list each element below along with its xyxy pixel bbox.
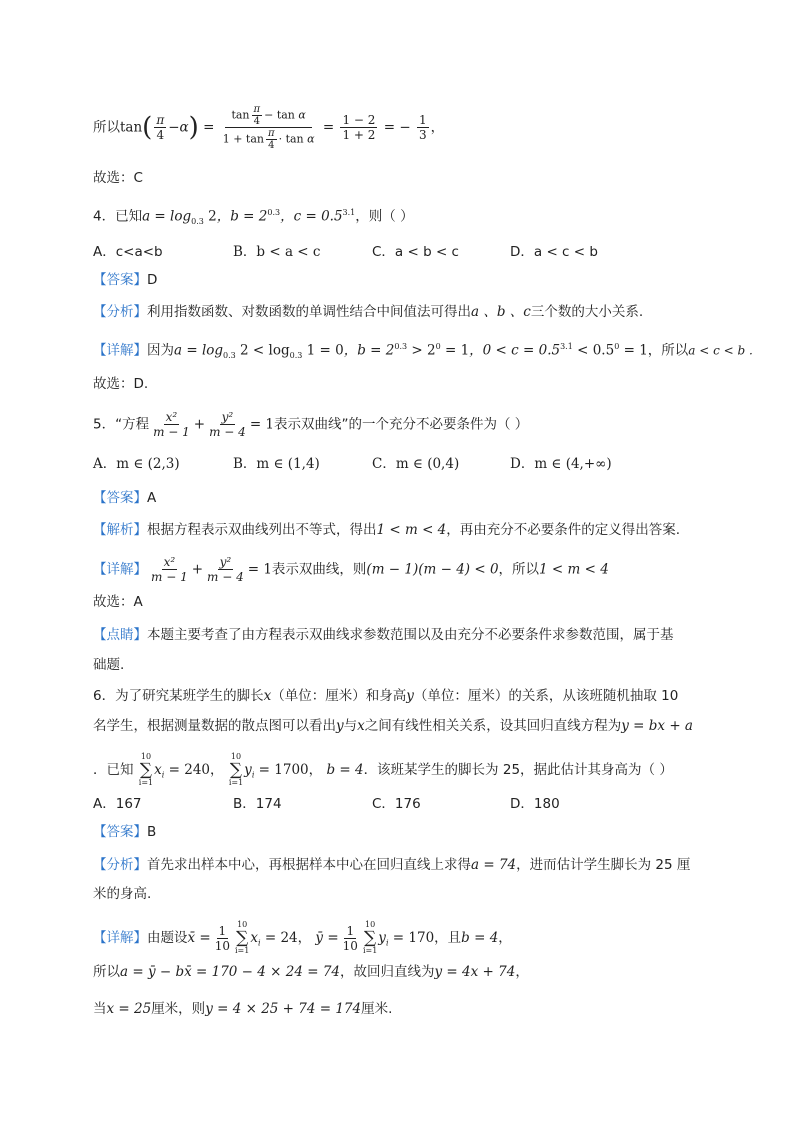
q6-calc-y: 当x = 25厘米，则y = 4 × 25 + 74 = 174厘米. — [93, 1001, 393, 1017]
q5-frac-x: $\frac{\text{x²}}{m - 1}$ — [153, 410, 190, 439]
q6-stem-line2: 名学生，根据测量数据的散点图可以看出y与x之间有线性相关关系，设其回归直线方程为y = bx + a — [93, 718, 693, 734]
intro-tan: tan — [120, 119, 143, 136]
q5-option-a: A．m ∈ (2,3) — [93, 456, 180, 472]
q5-option-d: D．m ∈ (4,+∞) — [510, 456, 612, 472]
q4-option-c: C．a < b < c — [372, 244, 459, 260]
intro-fraction-values: $\frac{1 - 2}{1 + 2}$ — [342, 113, 376, 142]
q4-option-d: D．a < c < b — [510, 244, 598, 260]
q6-calc-a: 所以a = ȳ − bx̄ = 170 − 4 × 24 = 74，故回归直线为y = 4x + 74， — [93, 964, 529, 980]
q4-stem: 4．已知$a = \log_{0.3} 2$，$b = 2^{0.3}$，$c = 0.5^{3.1}$，则（ ） — [93, 208, 414, 227]
q5-comment: 【点睛】本题主要考查了由方程表示双曲线求参数范围以及由充分不必要条件求参数范围，属于基 — [93, 627, 674, 643]
intro-so-text: 所以 — [93, 119, 120, 136]
q6-option-d: D．180 — [510, 796, 560, 812]
q4-analysis: 【分析】利用指数函数、对数函数的单调性结合中间值法可得出a 、b 、c三个数的大小关系. — [93, 304, 644, 320]
q6-stem-line1: 6．为了研究某班学生的脚长x（单位：厘米）和身高y（单位：厘米）的关系，从该班随机抽取 10 — [93, 688, 679, 704]
q6-sum-x: 10 ∑ i=1 — [138, 752, 154, 787]
q5-answer: 【答案】A — [93, 490, 157, 506]
q5-option-c: C．m ∈ (0,4) — [372, 456, 460, 472]
q6-sum-y: 10 ∑ i=1 — [228, 752, 244, 787]
q6-analysis-cont: 米的身高. — [93, 886, 152, 902]
q6-option-a: A．167 — [93, 796, 142, 812]
q5-comment-cont: 础题. — [93, 657, 125, 673]
q4-answer: 【答案】D — [93, 272, 158, 288]
q6-option-c: C．176 — [372, 796, 421, 812]
q5-stem: 5．“方程 $\frac{\text{x²}}{m - 1}$ + $\frac{\text{y²}}{m - 4}$ = 1表示双曲线”的一个充分不必要条件为（ ） — [93, 410, 529, 439]
q6-stem-line3: ．已知 10 ∑ i=1 $x_i = 240$， 10 ∑ i=1 $y_i = 1700$， b = 4．该班某学生的脚长为 25，据此估计其身高为（ ） — [93, 752, 673, 787]
q5-frac-y: $\frac{\text{y²}}{m - 4}$ — [209, 410, 246, 439]
q4-choice: 故选：D. — [93, 376, 149, 392]
q6-answer: 【答案】B — [93, 824, 157, 840]
q4-detail: 【详解】因为$a = \log_{0.3} 2 < \log_{0.3} 1 = 0$，$b = 2^{0.3} > 2^0 = 1$，$0 < c = 0.5^{3.1} < 0.5^0 = 1$，所以a < c < b . — [93, 342, 753, 361]
q6-analysis: 【分析】首先求出样本中心，再根据样本中心在回归直线上求得a = 74，进而估计学生脚长为 25 厘 — [93, 857, 691, 873]
q5-option-b: B．m ∈ (1,4) — [233, 456, 320, 472]
intro-result-fraction: $\frac{1}{3}$ — [418, 113, 427, 142]
intro-answer: 故选：C — [93, 170, 143, 186]
intro-pi-over-4: $\frac{\pi}{4}$ — [156, 113, 165, 142]
q5-analysis: 【解析】根据方程表示双曲线列出不等式，得出1 < m < 4，再由充分不必要条件的定义得出答案. — [93, 522, 681, 538]
q6-ybar-frac: $\frac{1}{10}$ — [342, 923, 358, 953]
q4-option-b: B．b < a < c — [233, 244, 321, 260]
q4-option-a: A．c<a<b — [93, 244, 163, 260]
q5-detail: 【详解】 $\frac{\text{x²}}{m - 1}$ + $\frac{\text{y²}}{m - 4}$ = 1表示双曲线，则(m − 1)(m − 4) < 0，所以1 < m < 4 — [93, 555, 609, 584]
q6-xbar-frac: $\frac{1}{10}$ — [214, 923, 230, 953]
q6-detail: 【详解】由题设x̄ = $\frac{1}{10}$ 10 ∑ i=1 $x_i = 24$， ȳ = $\frac{1}{10}$ 10 ∑ i=1 $y_i = 170$，且b = 4， — [93, 920, 512, 955]
intro-formula-line: 所以tan( $\frac{\pi}{4}$ −α) = tan $\frac{\pi}{4}$ − tan α 1 + tan $\frac{\pi}{4}$ · tan α = $\frac{1 - 2}{1 + 2}$ = − $\frac{1}{3}$ ， — [93, 104, 445, 151]
q6-option-b: B．174 — [233, 796, 282, 812]
intro-main-fraction: tan $\frac{\pi}{4}$ − tan α 1 + tan $\frac{\pi}{4}$ · tan α — [222, 104, 315, 151]
q5-choice: 故选：A — [93, 594, 143, 610]
